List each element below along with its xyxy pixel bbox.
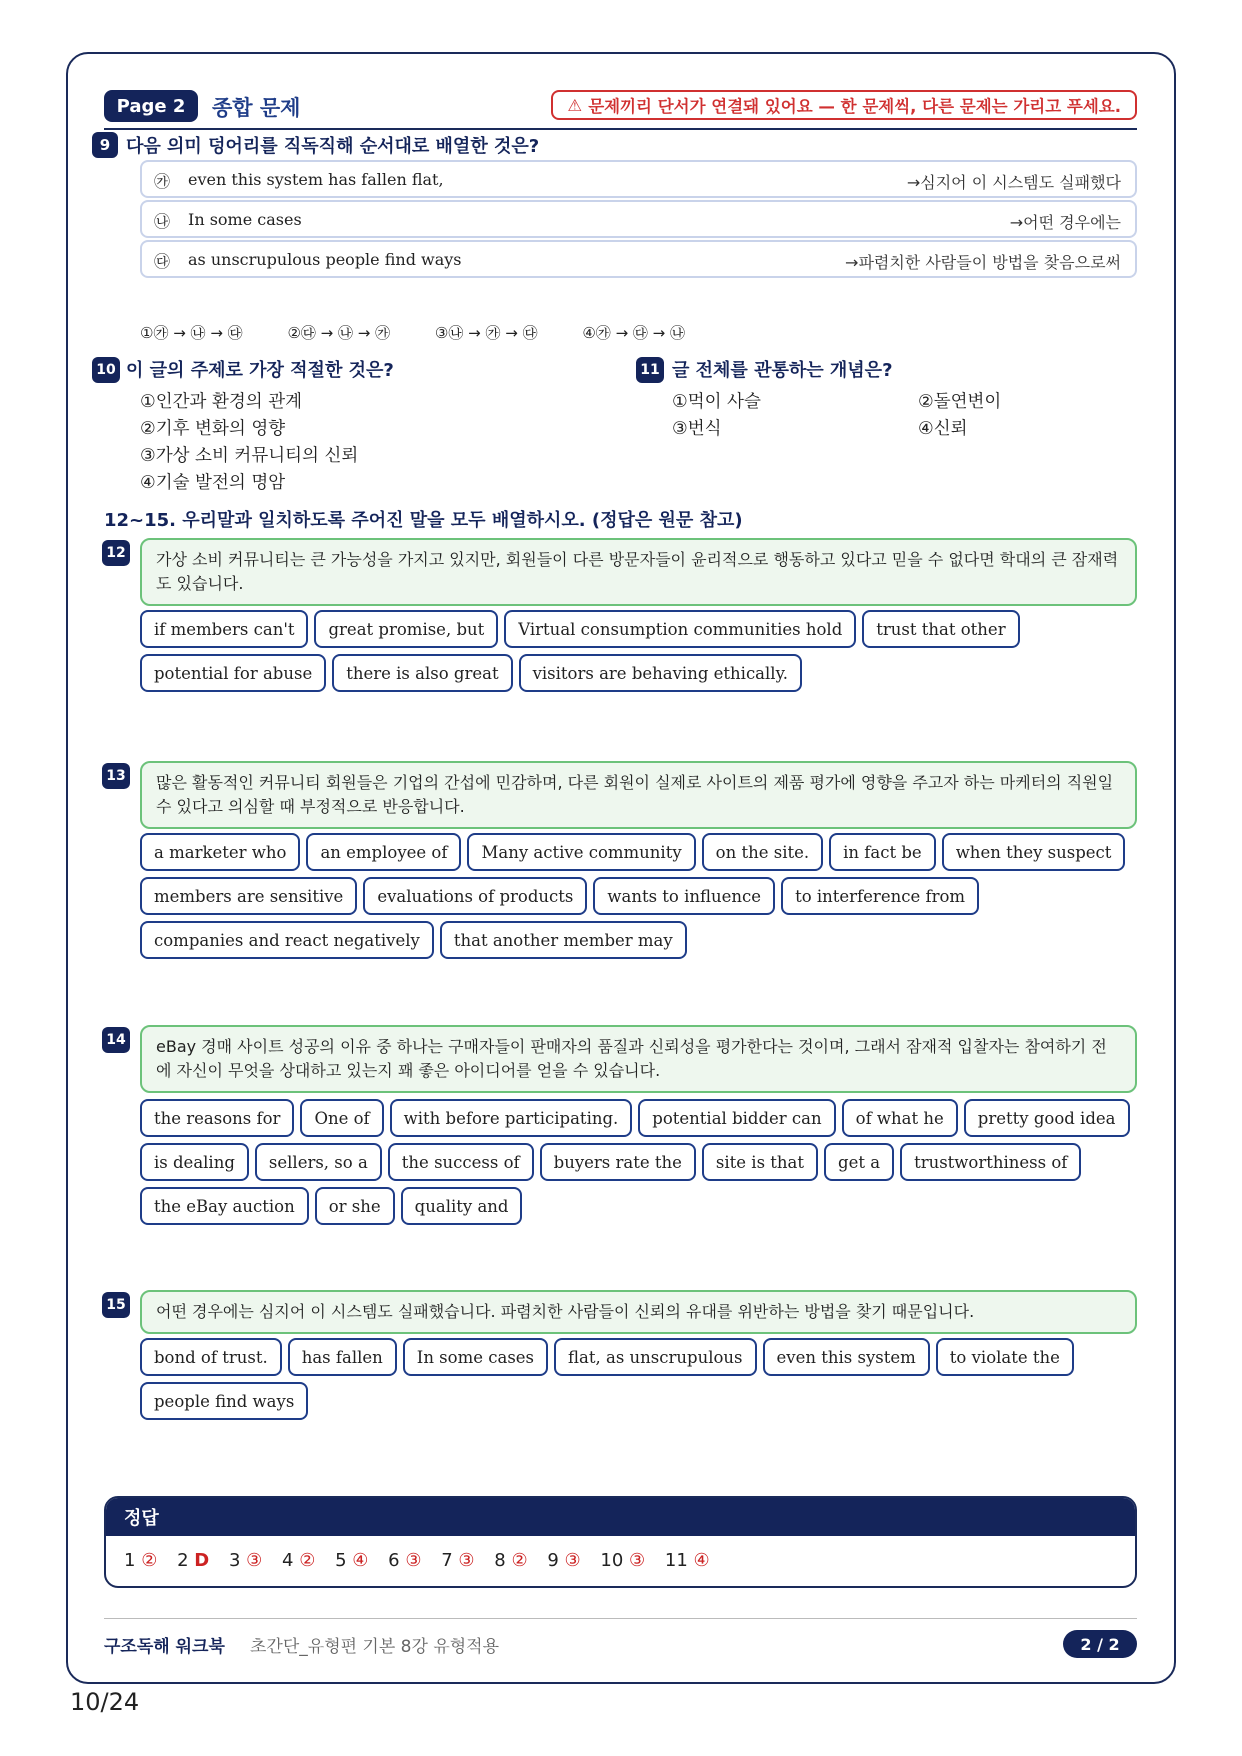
answer-item: 7 ③ [441, 1550, 475, 1571]
korean-prompt-15: 어떤 경우에는 심지어 이 시스템도 실패했습니다. 파렴치한 사람들이 신뢰의 유대를 위반하는 방법을 찾기 때문입니다. [140, 1290, 1137, 1334]
word-chip[interactable]: with before participating. [390, 1099, 633, 1137]
word-chip[interactable]: even this system [763, 1338, 930, 1376]
question-number-14: 14 [102, 1027, 130, 1053]
question-number-10: 10 [92, 357, 120, 383]
question-number-13: 13 [102, 763, 130, 789]
chunk-english: as unscrupulous people find ways [188, 250, 462, 269]
answer-item: 10 ③ [600, 1550, 646, 1571]
word-chip[interactable]: wants to influence [593, 877, 775, 915]
answer-key-panel [104, 1496, 1137, 1588]
word-chip[interactable]: when they suspect [942, 833, 1126, 871]
answer-item: 8 ② [494, 1550, 528, 1571]
section-title: 12~15. 우리말과 일치하도록 주어진 말을 모두 배열하시오. (정답은 원문 참고) [104, 510, 743, 531]
answer-item: 4 ② [282, 1550, 316, 1571]
answer-item: 5 ④ [335, 1550, 369, 1571]
chunk-ga [140, 160, 1137, 198]
word-chip[interactable]: trustworthiness of [900, 1143, 1081, 1181]
word-chip[interactable]: sellers, so a [255, 1143, 382, 1181]
page-header [104, 90, 1137, 130]
chunk-mark: ㉯ [154, 212, 171, 231]
word-chip[interactable]: to interference from [781, 877, 979, 915]
korean-prompt-14: eBay 경매 사이트 성공의 이유 중 하나는 구매자들이 판매자의 품질과 신뢰성을 평가한다는 것이며, 그래서 잠재적 입찰자는 참여하기 전에 자신이 무엇을 상대하고 있는지 꽤 좋은 아이디어를 얻을 수 있습니다. [140, 1025, 1137, 1093]
answer-item: 2 D [177, 1550, 210, 1571]
answer-item: 3 ③ [228, 1550, 263, 1571]
word-chip[interactable]: on the site. [702, 833, 823, 871]
q9-option-3[interactable]: ③㉯ → ㉮ → ㉰ [434, 324, 538, 342]
word-chip[interactable]: Many active community [467, 833, 695, 871]
question-number-15: 15 [102, 1292, 130, 1318]
word-chip[interactable]: the reasons for [140, 1099, 294, 1137]
answer-key-list [106, 1536, 1135, 1585]
word-chip[interactable]: of what he [842, 1099, 958, 1137]
q11-option-3[interactable]: ③번식 [672, 419, 722, 439]
word-chip[interactable]: that another member may [440, 921, 687, 959]
word-chip[interactable]: a marketer who [140, 833, 300, 871]
question-number-12: 12 [102, 540, 130, 566]
q11-option-1[interactable]: ①먹이 사슬 [672, 392, 761, 412]
word-chip[interactable]: pretty good idea [964, 1099, 1130, 1137]
word-chip[interactable]: get a [824, 1143, 894, 1181]
chunk-mark: ㉮ [154, 172, 171, 191]
chunk-da [140, 240, 1137, 278]
footer-page-badge: 2 / 2 [1063, 1630, 1137, 1658]
word-chip[interactable]: potential bidder can [638, 1099, 835, 1137]
word-chip[interactable]: site is that [702, 1143, 818, 1181]
footer-brand: 구조독해 워크북 [104, 1637, 225, 1657]
word-bank-13 [140, 833, 1140, 959]
answer-item: 11 ④ [664, 1550, 710, 1571]
warning-text: 문제끼리 단서가 연결돼 있어요 — 한 문제씩, 다른 문제는 가리고 푸세요. [588, 97, 1121, 116]
page-counter: 10/24 [70, 1688, 140, 1716]
korean-prompt-12: 가상 소비 커뮤니티는 큰 가능성을 가지고 있지만, 회원들이 다른 방문자들이 윤리적으로 행동하고 있다고 믿을 수 없다면 학대의 큰 잠재력도 있습니다. [140, 538, 1137, 606]
word-chip[interactable]: there is also great [332, 654, 512, 692]
q9-options [140, 322, 725, 343]
word-chip[interactable]: visitors are behaving ethically. [519, 654, 802, 692]
answer-key-heading: 정답 [106, 1498, 1135, 1536]
chunk-english: even this system has fallen flat, [188, 170, 444, 189]
word-chip[interactable]: the eBay auction [140, 1187, 309, 1225]
word-bank-14 [140, 1099, 1140, 1225]
warning-banner [551, 90, 1137, 120]
word-chip[interactable]: companies and react negatively [140, 921, 434, 959]
q9-option-1[interactable]: ①㉮ → ㉯ → ㉰ [140, 324, 243, 342]
word-chip[interactable]: One of [300, 1099, 383, 1137]
word-bank-12 [140, 610, 1140, 692]
chunk-korean: →파렴치한 사람들이 방법을 찾음으로써 [845, 253, 1121, 272]
word-chip[interactable]: has fallen [288, 1338, 397, 1376]
question-title-9: 다음 의미 덩어리를 직독직해 순서대로 배열한 것은? [126, 136, 540, 157]
chunk-korean: →어떤 경우에는 [1009, 213, 1121, 232]
page-title: 종합 문제 [212, 96, 301, 120]
chunk-korean: →심지어 이 시스템도 실패했다 [906, 173, 1121, 192]
q10-option-4[interactable]: ④기술 발전의 명암 [140, 473, 286, 493]
chunk-english: In some cases [188, 210, 302, 229]
question-title-10: 이 글의 주제로 가장 적절한 것은? [126, 360, 394, 381]
korean-prompt-13: 많은 활동적인 커뮤니티 회원들은 기업의 간섭에 민감하며, 다른 회원이 실제로 사이트의 제품 평가에 영향을 주고자 하는 마케터의 직원일 수 있다고 의심할 때 부정적으로 반응합니다. [140, 761, 1137, 829]
chunk-na [140, 200, 1137, 238]
q11-option-2[interactable]: ②돌연변이 [918, 392, 1002, 412]
word-bank-15 [140, 1338, 1140, 1420]
word-chip[interactable]: buyers rate the [540, 1143, 696, 1181]
word-chip[interactable]: people find ways [140, 1382, 308, 1420]
word-chip[interactable]: Virtual consumption communities hold [504, 610, 856, 648]
page-badge: Page 2 [104, 90, 198, 122]
word-chip[interactable]: members are sensitive [140, 877, 357, 915]
question-number-9: 9 [92, 132, 118, 158]
q10-option-3[interactable]: ③가상 소비 커뮤니티의 신뢰 [140, 446, 359, 466]
question-number-11: 11 [636, 357, 664, 383]
word-chip[interactable]: potential for abuse [140, 654, 326, 692]
footer-subtitle: 초간단_유형편 기본 8강 유형적용 [250, 1637, 500, 1657]
word-chip[interactable]: in fact be [829, 833, 936, 871]
word-chip[interactable]: an employee of [306, 833, 461, 871]
answer-item: 1 ② [124, 1550, 158, 1571]
chunk-mark: ㉰ [154, 252, 171, 271]
q9-option-4[interactable]: ④㉮ → ㉰ → ㉯ [582, 324, 686, 342]
q10-option-2[interactable]: ②기후 변화의 영향 [140, 419, 286, 439]
answer-item: 6 ③ [388, 1550, 422, 1571]
warning-icon: ⚠ [567, 95, 583, 115]
footer-divider [104, 1618, 1137, 1619]
word-chip[interactable]: is dealing [140, 1143, 249, 1181]
question-title-11: 글 전체를 관통하는 개념은? [672, 360, 893, 381]
word-chip[interactable]: evaluations of products [363, 877, 587, 915]
word-chip[interactable]: trust that other [862, 610, 1019, 648]
q11-option-4[interactable]: ④신뢰 [918, 419, 968, 439]
word-chip[interactable]: or she [315, 1187, 395, 1225]
word-chip[interactable]: the success of [388, 1143, 534, 1181]
word-chip[interactable]: great promise, but [314, 610, 498, 648]
word-chip[interactable]: if members can't [140, 610, 308, 648]
word-chip[interactable]: quality and [401, 1187, 523, 1225]
q9-option-2[interactable]: ②㉰ → ㉯ → ㉮ [287, 324, 391, 342]
q10-option-1[interactable]: ①인간과 환경의 관계 [140, 392, 303, 412]
word-chip[interactable]: flat, as unscrupulous [554, 1338, 756, 1376]
word-chip[interactable]: In some cases [403, 1338, 548, 1376]
word-chip[interactable]: bond of trust. [140, 1338, 282, 1376]
word-chip[interactable]: to violate the [936, 1338, 1074, 1376]
answer-item: 9 ③ [547, 1550, 581, 1571]
